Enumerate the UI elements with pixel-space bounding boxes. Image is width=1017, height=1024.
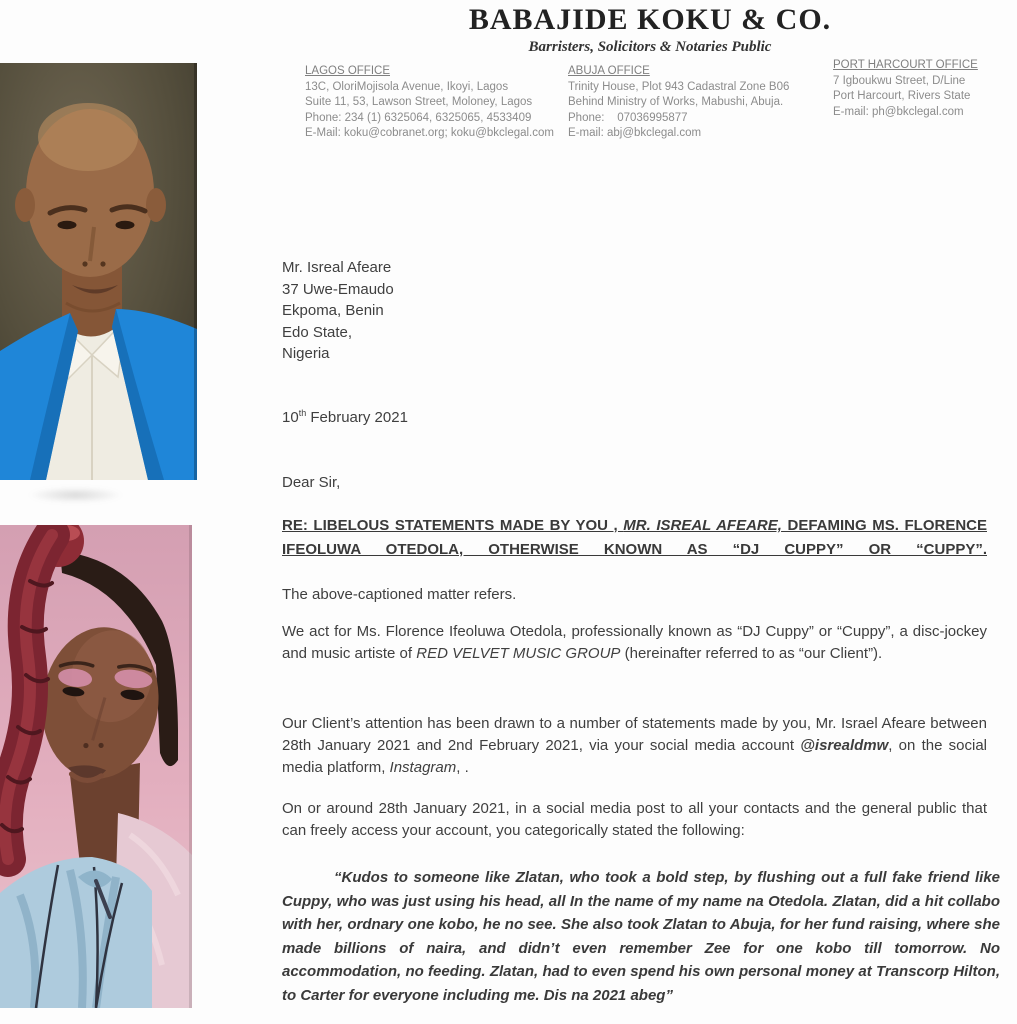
office-abuja-line: Phone: 07036995877 [568, 111, 688, 124]
paragraph-we-act [282, 621, 987, 665]
recipient-state: Edo State, [282, 323, 353, 341]
recipient-country: Nigeria [282, 345, 330, 362]
date-ordinal: th [298, 408, 307, 418]
date-day: 10 [282, 409, 299, 426]
letter-date [282, 408, 408, 426]
recipient-address [282, 257, 394, 365]
recipient-street: 37 Uwe-Emaudo [282, 280, 394, 298]
p3-handle-bold-italic: @isrealdmw [800, 737, 889, 754]
office-lagos-line: 13C, OloriMojisola Avenue, Ikoyi, Lagos [305, 80, 509, 93]
office-abuja-line: E-mail: abj@bkclegal.com [568, 127, 702, 139]
p2-text: We act for Ms. Florence Ifeoluwa Otedola, professionally known as “DJ Cuppy” or “Cuppy”, a disc-jockey and music artiste of [282, 623, 987, 662]
office-abuja-line: Trinity House, Plot 943 Cadastral Zone B06 [568, 80, 790, 93]
firm-name: BABAJIDE KOKU & CO. [468, 3, 832, 36]
office-abuja-line: Behind Ministry of Works, Mabushi, Abuja. [568, 96, 784, 108]
office-port-harcourt [833, 58, 1003, 120]
paragraph-post: On or around 28th January 2021, in a social media post to all your contacts and the general public that can freely access your account, you categorically stated the following: [282, 800, 987, 839]
recipient-name: Mr. Isreal Afeare [282, 259, 392, 276]
office-ph-line: Port Harcourt, Rivers State [833, 90, 971, 102]
subject-name-italic: MR. ISREAL AFEARE, [623, 517, 782, 534]
office-lagos-line: E-Mail: koku@cobranet.org; koku@bkclegal.com [305, 127, 554, 139]
office-abuja [568, 64, 830, 142]
office-ph-heading: PORT HARCOURT OFFICE [833, 59, 978, 71]
p3-text: , . [456, 759, 469, 776]
p3-instagram-italic: Instagram [389, 759, 457, 776]
office-lagos-line: Suite 11, 53, Lawson Street, Moloney, Lagos [305, 96, 533, 108]
office-abuja-heading: ABUJA OFFICE [568, 65, 650, 77]
p2-text: (hereinafter referred to as “our Client”). [620, 645, 883, 662]
date-month-year: February 2021 [306, 409, 408, 426]
paragraph-refers: The above-captioned matter refers. [282, 586, 517, 603]
subject-line [282, 514, 987, 562]
firm-subtitle: Barristers, Solicitors & Notaries Public [528, 39, 772, 55]
office-ph-line: E-mail: ph@bkclegal.com [833, 105, 964, 118]
p3-text: Our Client’s attention has been drawn to a number of statements made by you, Mr. Israel Afeare between 28th January 2021 and 2nd February 2021, via your social media account [282, 715, 987, 754]
office-lagos [305, 64, 563, 142]
office-ph-line: 7 Igboukwu Street, D/Line [833, 74, 966, 87]
salutation: Dear Sir, [282, 474, 341, 491]
subject-rest: DEFAMING MS. FLORENCE IFEOLUWA OTEDOLA, OTHERWISE KNOWN AS “DJ CUPPY” OR “CUPPY”. [282, 517, 987, 558]
paragraph-attention [282, 713, 987, 779]
p2-group-italic: RED VELVET MUSIC GROUP [416, 645, 621, 662]
office-lagos-line: Phone: 234 (1) 6325064, 6325065, 4533409 [305, 111, 532, 124]
subject-prefix: RE: LIBELOUS STATEMENTS MADE BY YOU , [282, 517, 624, 534]
p3-text: , on the social media platform, [282, 737, 987, 776]
recipient-city: Ekpoma, Benin [282, 302, 384, 319]
quoted-statement: “Kudos to someone like Zlatan, who took a bold step, by flushing out a full fake friend like Cuppy, who was just using his head, all In the name of my name na Otedola. Zlatan, did a hit collabo with her, ordnary one kobo, he no see. She also took Zlatan to Abuja, for her fund raising, where she made billions of naira, and didn’t even remember Zee for one kobo till tomorrow. No accommodation, no feeding. Zlatan, had to even spend his own personal money at Transcorp Hilton, to Carter for everyone including me. Dis na 2021 abeg” [282, 869, 1000, 1004]
office-lagos-heading: LAGOS OFFICE [305, 65, 390, 77]
